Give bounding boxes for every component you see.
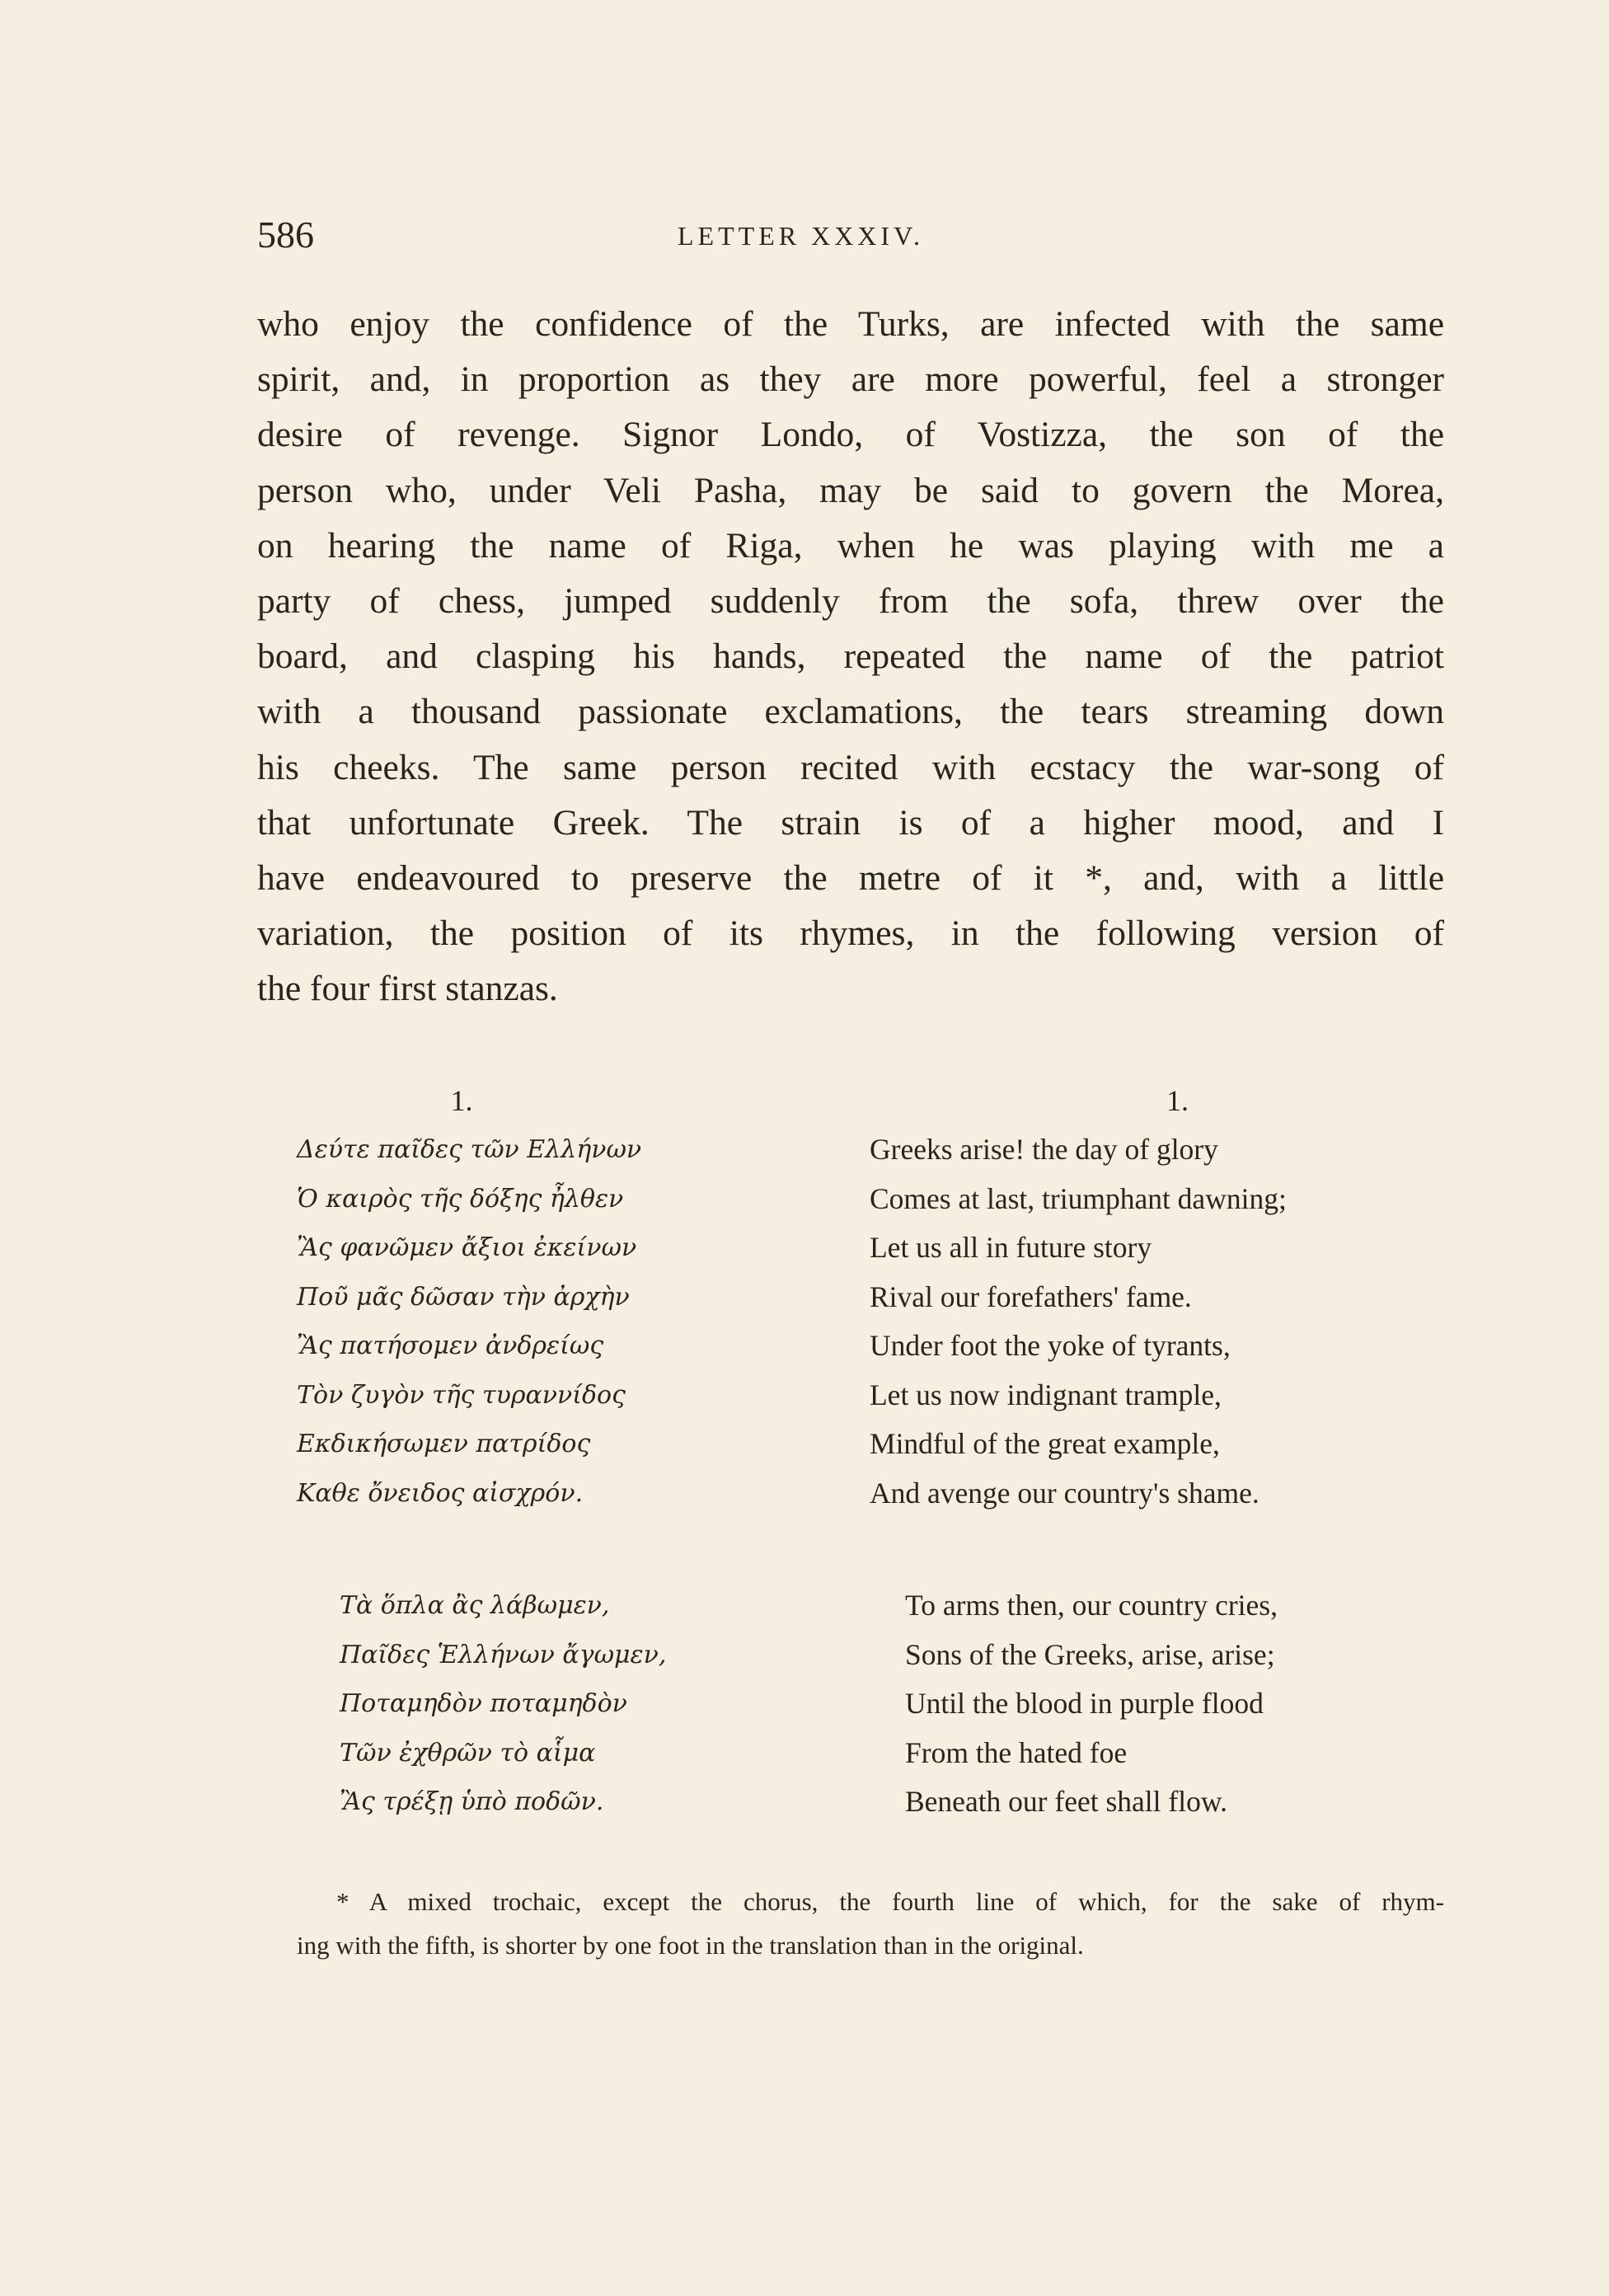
english-stanza-number: 1.	[1166, 1084, 1189, 1117]
english-chorus-verse: Beneath our feet shall flow.	[905, 1785, 1228, 1818]
running-head: LETTER XXXIV.	[678, 221, 925, 251]
greek-chorus-verse: Παῖδες Ἑλλήνων ἄγωμεν,	[340, 1640, 667, 1669]
body-line: the four first stanzas.	[257, 969, 558, 1009]
body-line: party of chess, jumped suddenly from the sofa, threw over the	[257, 580, 1444, 621]
english-chorus-verse: From the hated foe	[905, 1735, 1128, 1769]
greek-verse: Ἂς πατήσομεν ἀνδρείως	[297, 1331, 604, 1360]
greek-chorus-verse: Ἂς τρέξῃ ὑπὸ ποδῶν.	[340, 1787, 604, 1816]
footnote-line: * A mixed trochaic, except the chorus, the fourth line of which, for the sake of rhym-	[336, 1887, 1444, 1916]
greek-verse: Δεύτε παῖδες τῶν Ελλήνων	[297, 1135, 642, 1164]
english-stanza	[870, 1076, 1447, 1518]
body-line: his cheeks. The same person recited with ecstacy the war-song of	[257, 747, 1444, 787]
english-verse: Let us now indignant trample,	[870, 1378, 1222, 1411]
english-verse: Let us all in future story	[870, 1231, 1152, 1264]
footnote-line: ing with the fifth, is shorter by one foot in the translation than in the original.	[297, 1931, 1084, 1960]
english-verse: And avenge our country's shame.	[870, 1476, 1260, 1510]
body-line: person who, under Veli Pasha, may be said to govern the Morea,	[257, 470, 1444, 510]
greek-stanza-number: 1.	[450, 1084, 473, 1117]
english-verse: Comes at last, triumphant dawning;	[870, 1181, 1287, 1215]
english-verse: Greeks arise! the day of glory	[870, 1133, 1218, 1166]
body-line: that unfortunate Greek. The strain is of a higher mood, and I	[257, 802, 1444, 843]
greek-chorus-verse: Τὰ ὅπλα ἂς λάβωμεν,	[340, 1591, 610, 1620]
greek-chorus-verse: Ποταμηδὸν ποταμηδὸν	[340, 1689, 627, 1718]
greek-verse: Ὁ καιρὸς τῆς δόξης ἦλθεν	[297, 1184, 624, 1214]
greek-verse: Καθε ὄνειδος αἰσχρόν.	[297, 1478, 584, 1508]
body-line: desire of revenge. Signor Londo, of Vostizza, the son of the	[257, 415, 1444, 455]
greek-stanza	[297, 1076, 758, 1518]
greek-verse: Ποῦ μᾶς δῶσαν τὴν ἀρχὴν	[297, 1282, 630, 1312]
page-header	[257, 213, 1444, 262]
english-chorus-verse: Until the blood in purple flood	[905, 1687, 1264, 1720]
english-chorus-verse: Sons of the Greeks, arise, arise;	[905, 1637, 1275, 1671]
body-line: with a thousand passionate exclamations, the tears streaming down	[257, 692, 1444, 732]
greek-chorus	[340, 1581, 666, 1827]
footnote	[297, 1880, 1444, 1967]
body-line: variation, the position of its rhymes, in the following version of	[257, 913, 1444, 954]
english-verse: Mindful of the great example,	[870, 1427, 1220, 1460]
english-verse: Under foot the yoke of tyrants,	[870, 1329, 1231, 1362]
body-line: spirit, and, in proportion as they are more powerful, feel a stronger	[257, 359, 1444, 400]
greek-verse: Εκδικήσωμεν πατρίδος	[297, 1430, 591, 1458]
english-chorus-verse: To arms then, our country cries,	[905, 1589, 1278, 1622]
english-chorus	[905, 1581, 1278, 1827]
body-line: have endeavoured to preserve the metre of it *, and, with a little	[257, 857, 1444, 898]
body-paragraph	[257, 297, 1444, 1017]
english-verse: Rival our forefathers' fame.	[870, 1279, 1192, 1313]
page-number: 586	[257, 214, 314, 256]
greek-verse: Τὸν ζυγὸν τῆς τυραννίδος	[297, 1380, 626, 1410]
body-line: board, and clasping his hands, repeated the name of the patriot	[257, 636, 1444, 677]
body-line: on hearing the name of Riga, when he was playing with me a	[257, 525, 1444, 566]
greek-chorus-verse: Τῶν ἐχθρῶν τὸ αἷμα	[340, 1738, 596, 1768]
body-line: who enjoy the confidence of the Turks, are infected with the same	[257, 304, 1444, 344]
greek-verse: Ἂς φανῶμεν ἄξιοι ἐκείνων	[297, 1233, 637, 1262]
